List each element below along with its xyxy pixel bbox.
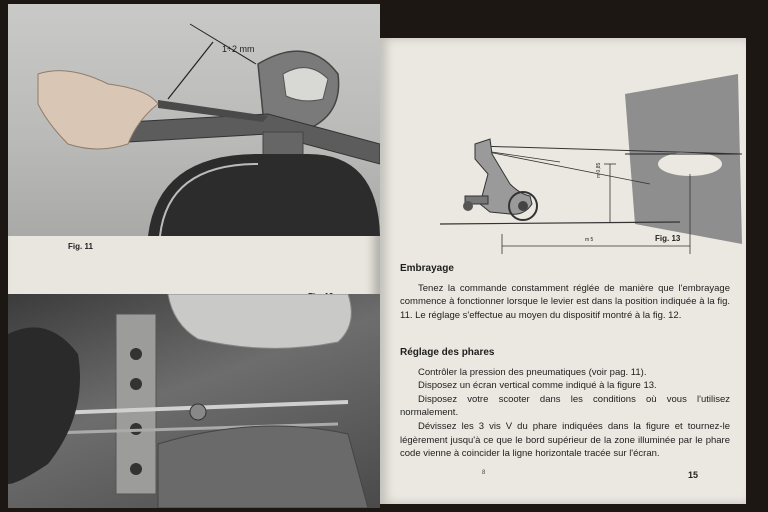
fig-11-label: Fig. 11 bbox=[68, 242, 93, 251]
headlight-paragraph-2: Disposez un écran vertical comme indiqué à la figure 13. bbox=[418, 380, 657, 392]
left-page bbox=[8, 4, 380, 508]
right-page bbox=[380, 38, 746, 504]
headlight-section bbox=[400, 346, 730, 461]
headlight-heading: Réglage des phares bbox=[400, 347, 495, 358]
distance-dimension-label: m 5 bbox=[585, 237, 594, 243]
page-number: 15 bbox=[687, 470, 698, 480]
height-dimension-label: m 0,85 bbox=[596, 162, 602, 178]
fig-13-diagram bbox=[420, 64, 746, 260]
measurement-label: 1÷2 mm bbox=[222, 44, 255, 54]
footer-mark: 8 bbox=[482, 470, 486, 476]
clutch-heading: Embrayage bbox=[400, 263, 454, 274]
headlight-paragraph-1: Contrôler la pression des pneumatiques (voir pag. 11). bbox=[418, 366, 647, 378]
engine-illustration bbox=[8, 294, 380, 508]
fig-13-label: Fig. 13 bbox=[655, 234, 681, 243]
handlebar-photo bbox=[8, 4, 380, 236]
headlight-adjustment-diagram bbox=[420, 64, 746, 260]
clutch-section bbox=[400, 262, 730, 322]
engine-photo bbox=[8, 294, 380, 508]
headlight-paragraph-3: Disposez votre scooter dans les conditions où vous l'utilisez normalement. bbox=[400, 393, 730, 419]
headlight-paragraph-4: Dévissez les 3 vis V du phare indiquées dans la figure et tournez-le légèrement jusqu'à ce que le bord supérieur de la zone illuminée par le phare code vienne à coincider la ligne horizontale tracée sur l'écran. bbox=[400, 420, 730, 460]
handlebar-illustration bbox=[8, 4, 380, 236]
clutch-paragraph: Tenez la commande constamment réglée de manière que l'embrayage commence à fonctionner lorsque le levier est dans la position indiquée à la fig. 11. Le réglage s'effectue au moyen du dispositif montré à la fig. 12. bbox=[400, 282, 730, 321]
